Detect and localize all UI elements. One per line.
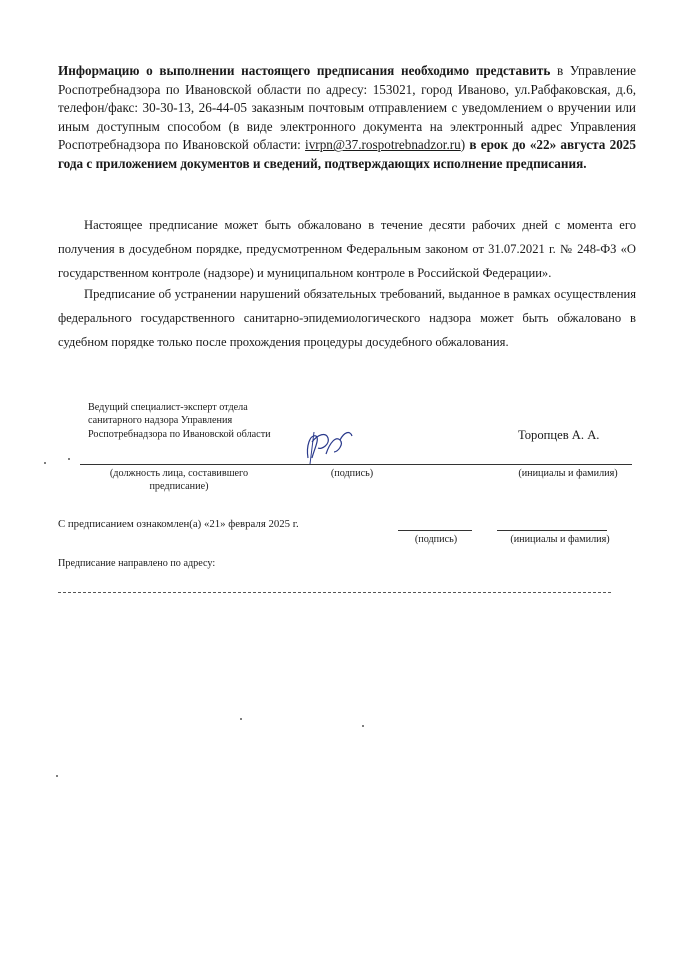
signer-position: Ведущий специалист-эксперт отдела санитарного надзора Управления Роспотребнадзора по Ивановской области	[88, 402, 271, 440]
delivery-address-line	[58, 592, 611, 593]
submission-text: в Управление Роспотребнадзора по Ивановской области по адресу: 153021, город Иваново, ул.Рабфаковская, д.6, телефон/факс: 30-30-13, 26-44-05 заказным почтовым отправлением с уведомлением о вручении или иным доступным способом (в виде электронного документа на электронный адрес Управления Роспотребнадзора по Ивановской области:	[58, 63, 636, 153]
ack-signature-caption: (подпись)	[414, 534, 458, 545]
ack-signature-line	[398, 530, 472, 531]
ack-name-line	[497, 530, 607, 531]
submission-instructions-paragraph	[58, 62, 636, 174]
acknowledgement-text: С предписанием ознакомлен(а) «21» февраля 2025 г.	[58, 518, 299, 530]
position-caption: (должность лица, составившего предписание)	[109, 468, 249, 492]
name-caption: (инициалы и фамилия)	[518, 468, 618, 479]
scan-speck	[56, 775, 58, 777]
submission-tail: )	[460, 137, 466, 153]
signer-name: Торопцев А. А.	[518, 428, 600, 442]
judicial-appeal-paragraph: Предписание об устранении нарушений обязательных требований, выданное в рамках осуществления федерального государственного санитарно-эпидемиологического надзора может быть обжаловано в судебном порядке только после прохождения процедуры досудебного обжалования.	[58, 287, 636, 349]
deadline-bold: в ерок до «22» августа 2025 года с приложением документов и сведений, подтверждающих исполнение предписания.	[58, 137, 636, 171]
signature-underline	[80, 464, 632, 465]
scan-speck	[44, 462, 46, 464]
delivery-address-label: Предписание направлено по адресу:	[58, 558, 216, 569]
scan-speck	[240, 718, 242, 720]
scan-speck	[68, 458, 70, 460]
handwritten-signature	[300, 428, 356, 468]
ack-name-caption: (инициалы и фамилия)	[510, 534, 610, 545]
appeal-paragraph: Настоящее предписание может быть обжаловано в течение десяти рабочих дней с момента его получения в досудебном порядке, предусмотренном Федеральным законом от 31.07.2021 г. № 248-ФЗ «О государственном контроле (надзоре) и муниципальном контроле в Российской Федерации».	[58, 218, 636, 280]
email-address: ivrpn@37.rospotrebnadzor.ru	[305, 137, 461, 153]
scan-speck	[362, 725, 364, 727]
signature-caption: (подпись)	[330, 468, 374, 479]
submission-bold-start: Информацию о выполнении настоящего предписания необходимо представить	[58, 63, 551, 78]
